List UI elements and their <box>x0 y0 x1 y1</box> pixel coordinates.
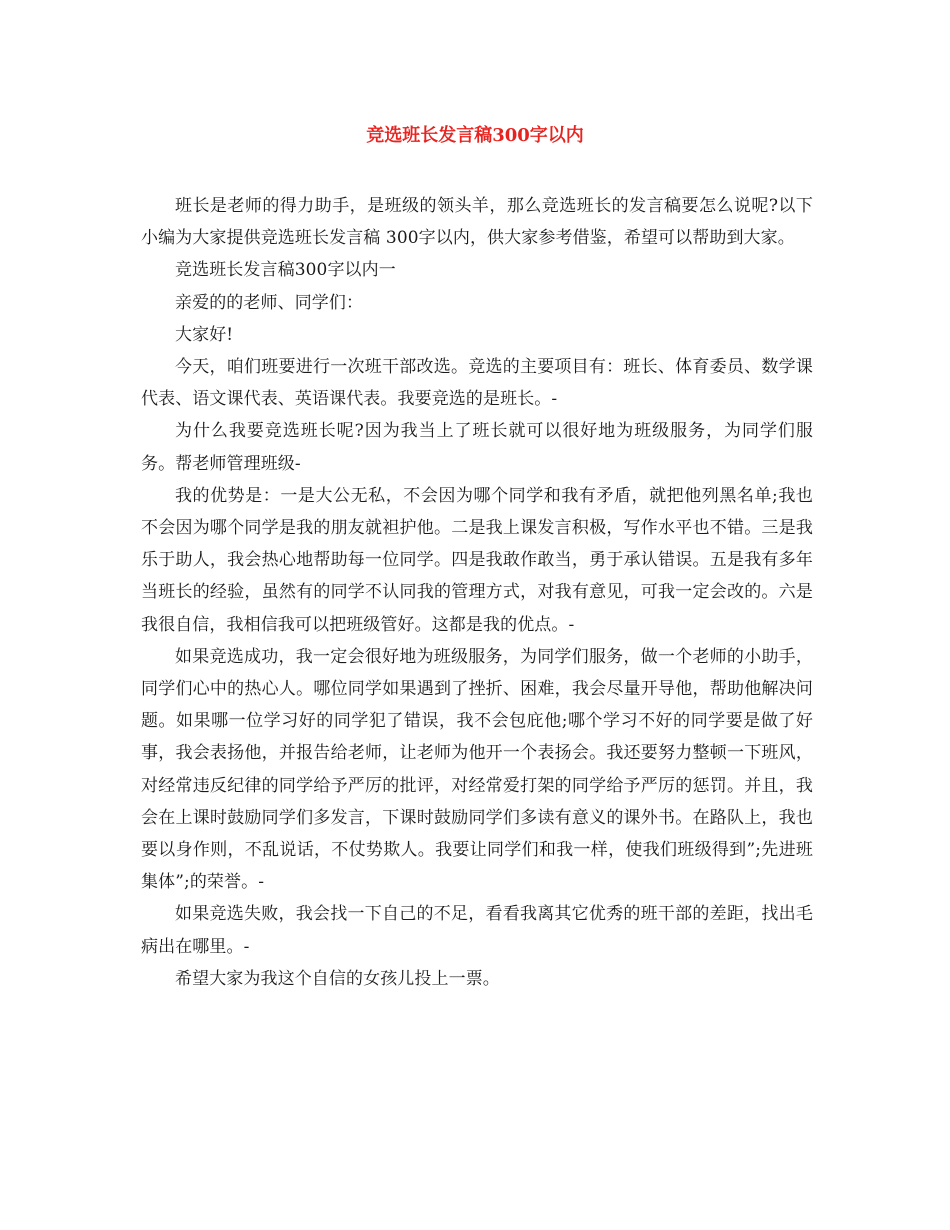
document-body <box>141 190 813 995</box>
paragraph-if-fail: 如果竞选失败，我会找一下自己的不足，看看我离其它优秀的班干部的差距，找出毛病出在哪里。- <box>141 904 813 957</box>
paragraph-intro: 班长是老师的得力助手，是班级的领头羊，那么竞选班长的发言稿要怎么说呢?以下小编为大家提供竞选班长发言稿 300字以内，供大家参考借鉴，希望可以帮助到大家。 <box>141 196 813 249</box>
paragraph-advantages: 我的优势是：一是大公无私，不会因为哪个同学和我有矛盾，就把他列黑名单;我也不会因为哪个同学是我的朋友就袒护他。二是我上课发言积极，写作水平也不错。三是我乐于助人，我会热心地帮助每一位同学。四是我敢作敢当，勇于承认错误。五是我有多年当班长的经验，虽然有的同学不认同我的管理方式，对我有意见，可我一定会改的。六是我很自信，我相信我可以把班级管好。这都是我的优点。- <box>141 485 813 635</box>
paragraph-why: 为什么我要竞选班长呢?因为我当上了班长就可以很好地为班级服务，为同学们服务。帮老师管理班级- <box>141 421 813 474</box>
paragraph-subtitle: 竞选班长发言稿300字以内一 <box>175 260 396 281</box>
paragraph-greeting: 大家好! <box>175 324 234 345</box>
paragraph-closing: 希望大家为我这个自信的女孩儿投上一票。 <box>175 968 500 989</box>
document-title: 竞选班长发言稿300字以内 <box>366 125 584 146</box>
paragraph-salutation: 亲爱的的老师、同学们： <box>175 292 364 313</box>
paragraph-today: 今天，咱们班要进行一次班干部改选。竞选的主要项目有：班长、体育委员、数学课代表、语文课代表、英语课代表。我要竞选的是班长。- <box>141 357 813 410</box>
paragraph-if-success: 如果竞选成功，我一定会很好地为班级服务，为同学们服务，做一个老师的小助手，同学们心中的热心人。哪位同学如果遇到了挫折、困难，我会尽量开导他，帮助他解决问题。如果哪一位学习好的同学犯了错误，我不会包庇他;哪个学习不好的同学要是做了好事，我会表扬他，并报告给老师，让老师为他开一个表扬会。我还要努力整顿一下班风，对经常违反纪律的同学给予严厉的批评，对经常爱打架的同学给予严厉的惩罚。并且，我会在上课时鼓励同学们多发言，下课时鼓励同学们多读有意义的课外书。在路队上，我也要以身作则，不乱说话，不仗势欺人。我要让同学们和我一样，使我们班级得到”;先进班集体”;的荣誉。- <box>141 646 813 893</box>
